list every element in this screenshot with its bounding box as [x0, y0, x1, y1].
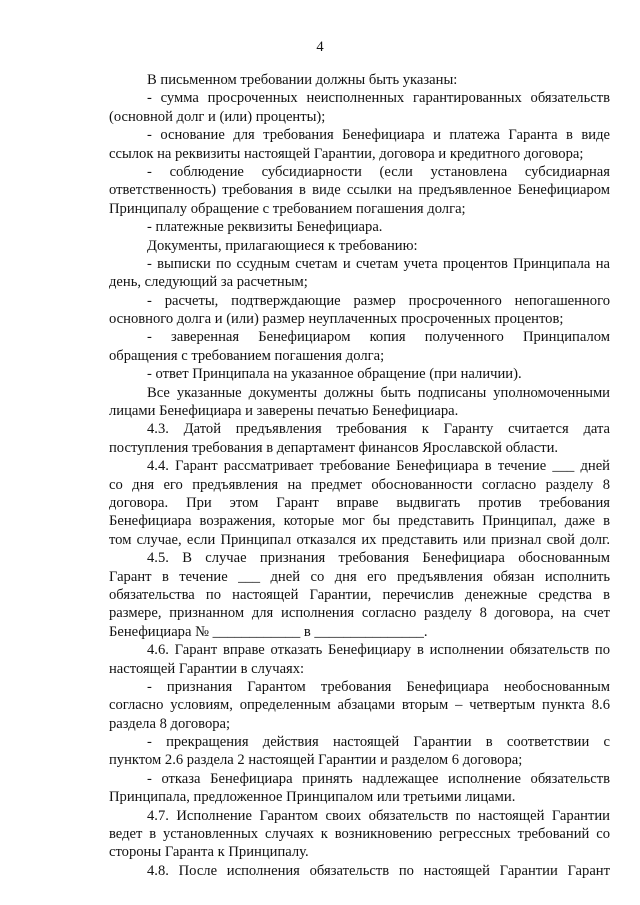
text-line: Принципалу обращение с требованием погашения долга; — [109, 200, 466, 217]
text-line: пунктом 2.6 раздела 2 настоящей Гарантии и разделом 6 договора; — [109, 752, 523, 769]
text-line: ответственность) требования в виде ссылки на предъявленное Бенефициаром — [109, 182, 610, 199]
text-line: основного долга и (или) размер неуплаченных просроченных процентов; — [109, 311, 564, 328]
text-line: - платежные реквизиты Бенефициара. — [147, 219, 383, 236]
text-line: 4.7. Исполнение Гарантом своих обязательств по настоящей Гарантии — [147, 807, 610, 824]
text-line: 4.5. В случае признания требования Бенефициара обоснованным — [147, 550, 610, 567]
text-line: раздела 8 договора; — [109, 715, 231, 732]
text-line: лицами Бенефициара и заверены печатью Бенефициара. — [109, 403, 459, 420]
text-line: договора. При этом Гарант вправе выдвигать против требования — [109, 494, 610, 511]
text-line: ведет в установленных случаях к возникновению регрессных требований со — [109, 826, 610, 843]
text-line: обращения с требованием погашения долга; — [109, 347, 385, 364]
text-line: Гарант в течение ___ дней со дня его предъявления обязан исполнить — [109, 568, 610, 585]
text-line: стороны Гаранта к Принципалу. — [109, 844, 309, 861]
text-line: том случае, если Принципал отказался их представить или признал свой долг. — [109, 531, 610, 548]
page-number: 4 — [316, 39, 324, 55]
text-line: со дня его предъявления на предмет обоснованности согласно разделу 8 — [109, 476, 610, 493]
text-line: - соблюдение субсидиарности (если установлена субсидиарная — [147, 163, 610, 180]
text-line: - признания Гарантом требования Бенефициара необоснованным — [147, 678, 610, 695]
text-line: настоящей Гарантии в случаях: — [109, 660, 305, 677]
text-line: Бенефициара № ____________ в _______________. — [109, 623, 428, 640]
text-line: - основание для требования Бенефициара и платежа Гаранта в виде — [147, 127, 610, 144]
text-line: поступления требования в департамент финансов Ярославской области. — [109, 439, 559, 456]
text-line: - ответ Принципала на указанное обращение (при наличии). — [147, 366, 522, 383]
text-line: - прекращения действия настоящей Гарантии в соответствии с — [147, 734, 610, 751]
text-line: - заверенная Бенефициаром копия полученного Принципалом — [147, 329, 610, 346]
text-line: 4.8. После исполнения обязательств по настоящей Гарантии Гарант — [147, 862, 610, 879]
text-line: В письменном требовании должны быть указаны: — [147, 72, 458, 88]
text-line: согласно условиям, определенным абзацами вторым – четвертым пункта 8.6 — [109, 697, 610, 714]
text-line: (основной долг и (или) проценты); — [109, 108, 326, 125]
text-line: ссылок на реквизиты настоящей Гарантии, договора и кредитного договора; — [109, 145, 584, 162]
text-line: 4.6. Гарант вправе отказать Бенефициару в исполнении обязательств по — [147, 642, 610, 659]
text-line: - отказа Бенефициара принять надлежащее исполнение обязательств — [147, 770, 610, 787]
text-line: Бенефициара возражения, которые мог бы представить Принципал, даже в — [109, 513, 610, 530]
document-body — [109, 71, 610, 880]
text-line: 4.4. Гарант рассматривает требование Бенефициара в течение ___ дней — [147, 458, 610, 475]
text-line: - расчеты, подтверждающие размер просроченного непогашенного — [147, 292, 610, 309]
text-line: - сумма просроченных неисполненных гарантированных обязательств — [147, 90, 610, 107]
text-line: 4.3. Датой предъявления требования к Гаранту считается дата — [147, 421, 610, 438]
text-line: - выписки по ссудным счетам и счетам учета процентов Принципала на — [147, 255, 610, 272]
text-line: Документы, прилагающиеся к требованию: — [147, 237, 418, 254]
text-line: размере, признанном для исполнения согласно разделу 8 договора, на счет — [109, 605, 610, 622]
text-line: день, следующий за расчетным; — [109, 274, 308, 291]
text-line: Принципала, предложенное Принципалом или третьими лицами. — [109, 789, 516, 806]
text-line: Все указанные документы должны быть подписаны уполномоченными — [147, 384, 610, 401]
text-line: обязательства по настоящей Гарантии, перечислив денежные средства в — [109, 586, 610, 603]
